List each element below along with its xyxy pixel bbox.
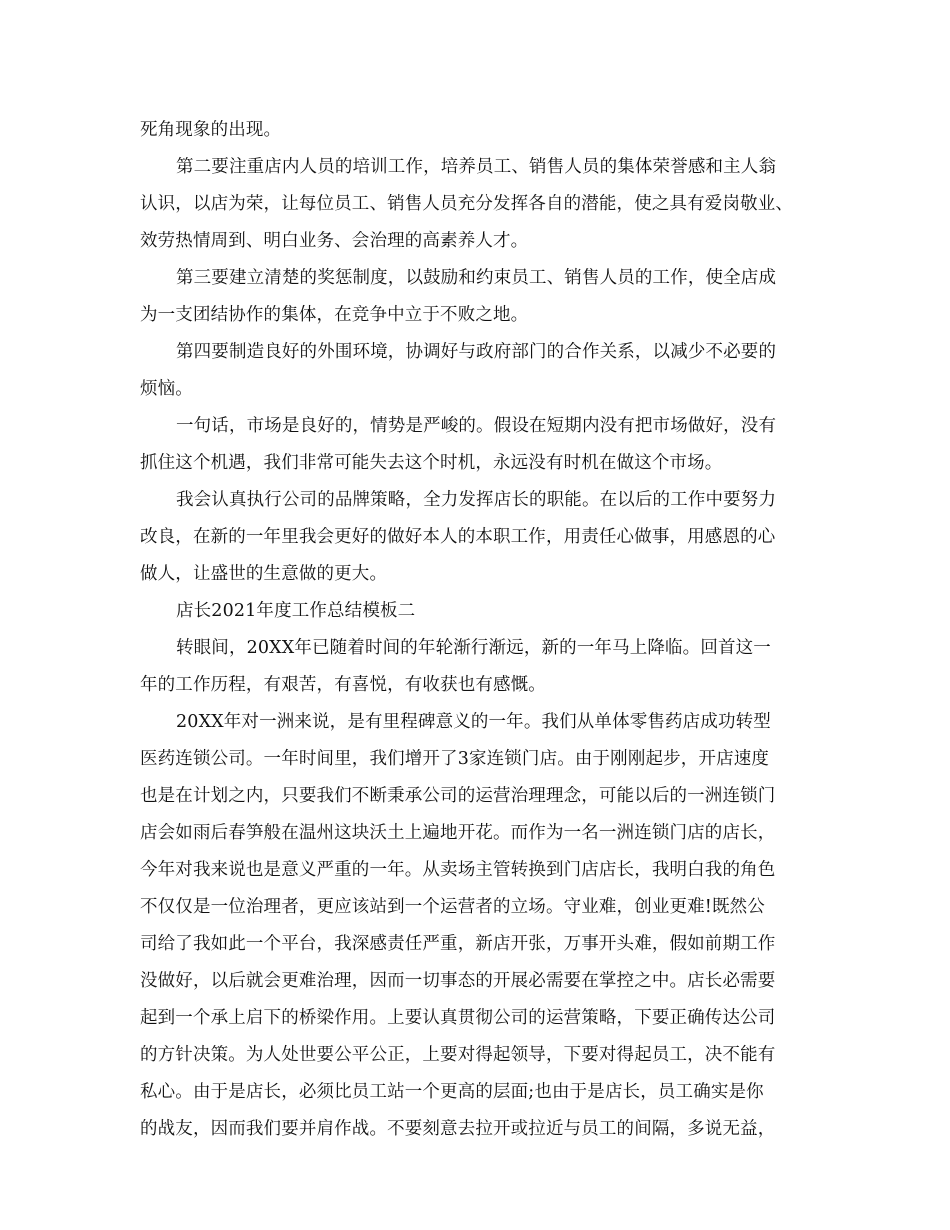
text-line: 店会如雨后春笋般在温州这块沃土上遍地开花。而作为一名一洲连锁门店的店长， [140, 823, 776, 843]
text-line: 的战友，因而我们要并肩作战。不要刻意去拉开或拉近与员工的间隔，多说无益， [140, 1119, 776, 1139]
paragraph-first-line: 一句话，市场是良好的，情势是严峻的。假设在短期内没有把市场做好，没有 [176, 416, 777, 436]
text-line: 没做好，以后就会更难治理，因而一切事态的开展必需要在掌控之中。店长必需要 [140, 971, 776, 991]
text-line: 做人，让盛世的生意做的更大。 [140, 564, 388, 584]
paragraph-first-line: 转眼间，20XX年已随着时间的年轮渐行渐远，新的一年马上降临。回首这一 [176, 638, 771, 658]
text-line: 为一支团结协作的集体，在竞争中立于不败之地。 [140, 305, 529, 325]
text-line: 抓住这个机遇，我们非常可能失去这个时机，永远没有时机在做这个市场。 [140, 453, 723, 473]
text-line: 私心。由于是店长，必须比员工站一个更高的层面;也由于是店长，员工确实是你 [140, 1082, 764, 1102]
paragraph-first-line: 第三要建立清楚的奖惩制度，以鼓励和约束员工、销售人员的工作，使全店成 [176, 268, 777, 288]
text-line: 认识，以店为荣，让每位员工、销售人员充分发挥各自的潜能，使之具有爱岗敬业、 [140, 194, 794, 214]
paragraph-first-line: 20XX年对一洲来说，是有里程碑意义的一年。我们从单体零售药店成功转型 [176, 712, 771, 732]
text-line: 效劳热情周到、明白业务、会治理的高素养人才。 [140, 231, 529, 251]
paragraph-first-line: 第四要制造良好的外围环境，协调好与政府部门的合作关系，以减少不必要的 [176, 342, 777, 362]
paragraph-first-line: 第二要注重店内人员的培训工作，培养员工、销售人员的集体荣誉感和主人翁 [176, 157, 777, 177]
text-line: 司给了我如此一个平台，我深感责任严重，新店开张，万事开头难，假如前期工作 [140, 934, 776, 954]
text-line: 也是在计划之内，只要我们不断秉承公司的运营治理理念，可能以后的一洲连锁门 [140, 786, 776, 806]
section-heading: 店长2021年度工作总结模板二 [176, 601, 416, 621]
text-line: 今年对我来说也是意义严重的一年。从卖场主管转换到门店店长，我明白我的角色 [140, 860, 776, 880]
text-line: 医药连锁公司。一年时间里，我们增开了3家连锁门店。由于刚刚起步，开店速度 [140, 749, 770, 769]
text-line: 年的工作历程，有艰苦，有喜悦，有收获也有感慨。 [140, 675, 546, 695]
text-line: 的方针决策。为人处世要公平公正，上要对得起领导，下要对得起员工，决不能有 [140, 1045, 776, 1065]
text-line: 起到一个承上启下的桥梁作用。上要认真贯彻公司的运营策略，下要正确传达公司 [140, 1008, 776, 1028]
text-line: 改良，在新的一年里我会更好的做好本人的本职工作，用责任心做事，用感恩的心 [140, 527, 776, 547]
text-line: 不仅仅是一位治理者，更应该站到一个运营者的立场。守业难，创业更难!既然公 [140, 897, 765, 917]
paragraph-first-line: 我会认真执行公司的品牌策略，全力发挥店长的职能。在以后的工作中要努力 [176, 490, 777, 510]
text-line: 死角现象的出现。 [140, 120, 282, 140]
text-line: 烦恼。 [140, 379, 193, 399]
